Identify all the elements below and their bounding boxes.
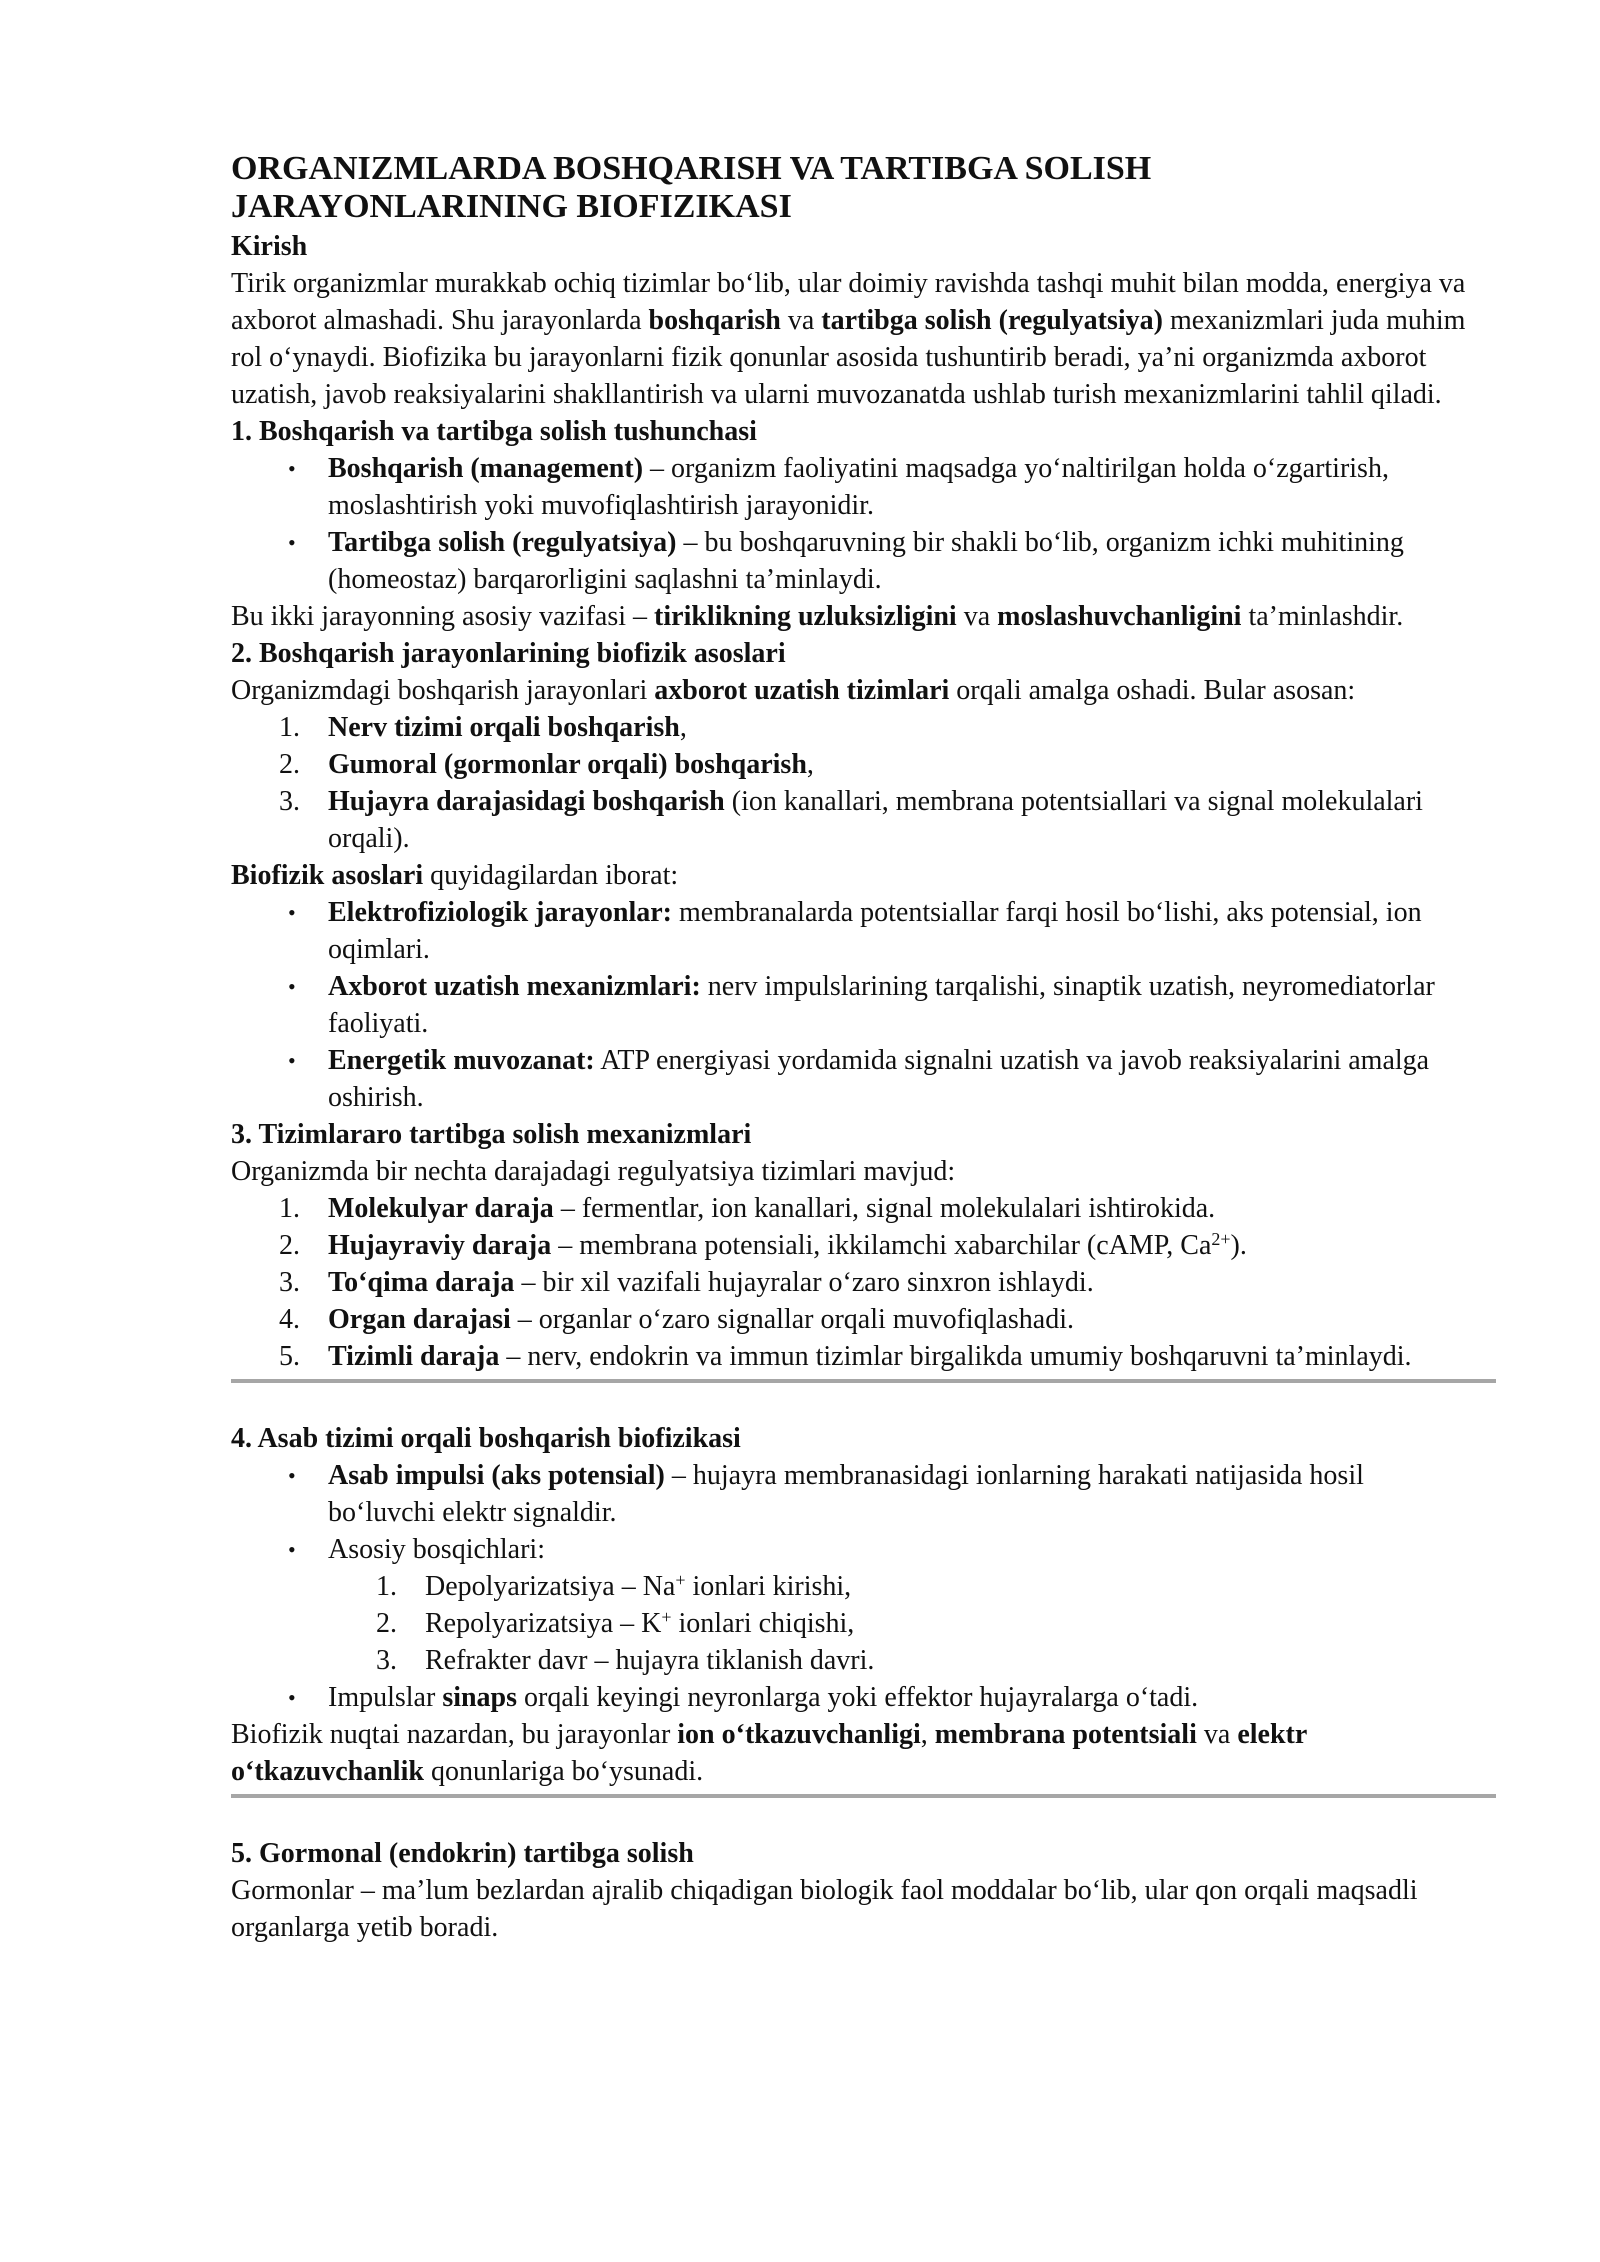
list-item: • Tartibga solish (regulyatsiya) – bu boshqaruvning bir shakli bo‘lib, organizm ichki muhitining (homeostaz) barqarorligini saqlashni ta’minlaydi. — [231, 524, 1470, 598]
section-1-summary: Bu ikki jarayonning asosiy vazifasi – tiriklikning uzluksizligini va moslashuvchanligini ta’minlashdir. — [231, 601, 1404, 632]
list-item: • Asosiy bosqichlari: — [231, 1531, 1470, 1568]
list-item: • Elektrofiziologik jarayonlar: membranalarda potentsiallar farqi hosil bo‘lishi, aks potensial, ion oqimlari. — [231, 894, 1470, 968]
section-4-heading: 4. Asab tizimi orqali boshqarish biofizikasi — [231, 1423, 741, 1454]
list-item: 1. Nerv tizimi orqali boshqarish, — [279, 712, 687, 743]
section-4-steps-list — [231, 1568, 1470, 1679]
section-5-paragraph: Gormonlar – ma’lum bezlardan ajralib chiqadigan biologik faol moddalar bo‘lib, ular qon orqali maqsadli organlarga yetib boradi. — [231, 1875, 1418, 1943]
bullet-icon: • — [288, 530, 296, 555]
section-5-heading: 5. Gormonal (endokrin) tartibga solish — [231, 1838, 694, 1869]
section-3-numbered-list — [231, 1190, 1470, 1375]
section-2-intro: Organizmdagi boshqarish jarayonlari axborot uzatish tizimlari orqali amalga oshadi. Bular asosan: — [231, 675, 1356, 706]
list-item: 2. Repolyarizatsiya – K+ ionlari chiqishi, — [376, 1607, 855, 1639]
list-item: 5. Tizimli daraja – nerv, endokrin va immun tizimlar birgalikda umumiy boshqaruvni ta’minlaydi. — [279, 1341, 1412, 1372]
section-2-biofizik-intro: Biofizik asoslari quyidagilardan iborat: — [231, 860, 679, 891]
list-item: 4. Organ darajasi – organlar o‘zaro signallar orqali muvofiqlashadi. — [279, 1304, 1074, 1335]
section-3-intro: Organizmda bir nechta darajadagi regulyatsiya tizimlari mavjud: — [231, 1156, 956, 1187]
list-item: 2. Gumoral (gormonlar orqali) boshqarish, — [279, 749, 814, 780]
list-item: • Energetik muvozanat: ATP energiyasi yordamida signalni uzatish va javob reaksiyalarini amalga oshirish. — [231, 1042, 1470, 1116]
document-title: ORGANIZMLARDA BOSHQARISH VA TARTIBGA SOLISH JARAYONLARINING BIOFIZIKASI — [231, 150, 1152, 225]
section-2-numbered-list — [231, 709, 1470, 857]
section-2-bullet-list — [231, 894, 1470, 1116]
section-1-heading: 1. Boshqarish va tartibga solish tushunchasi — [231, 416, 757, 447]
list-item: • Impulslar sinaps orqali keyingi neyronlarga yoki effektor hujayralarga o‘tadi. — [231, 1679, 1470, 1716]
bullet-icon: • — [288, 1537, 296, 1562]
bullet-icon: • — [288, 900, 296, 925]
list-item: • Boshqarish (management) – organizm faoliyatini maqsadga yo‘naltirilgan holda o‘zgartirish, moslashtirish yoki muvofiqlashtirish jarayonidir. — [231, 450, 1470, 524]
list-item: 1. Molekulyar daraja – fermentlar, ion kanallari, signal molekulalari ishtirokida. — [279, 1193, 1216, 1224]
section-1-list — [231, 450, 1470, 598]
list-item: • Asab impulsi (aks potensial) – hujayra membranasidagi ionlarning harakati natijasida hosil bo‘luvchi elektr signaldir. — [231, 1457, 1470, 1531]
intro-paragraph: Tirik organizmlar murakkab ochiq tizimlar bo‘lib, ular doimiy ravishda tashqi muhit bilan modda, energiya va axborot almashadi. Shu jarayonlarda boshqarish va tartibga solish (regulyatsiya) mexanizmlari juda muhim rol o‘ynaydi. Biofizika bu jarayonlarni fizik qonunlar asosida tushuntirib beradi, ya’ni organizmda axborot uzatish, javob reaksiyalarini shakllantirish va ularni muvozanatda ushlab turish mexanizmlarini tahlil qiladi. — [231, 268, 1466, 410]
list-item: 3. Refrakter davr – hujayra tiklanish davri. — [376, 1645, 875, 1676]
list-item: 2. Hujayraviy daraja – membrana potensiali, ikkilamchi xabarchilar (cAMP, $Ca^{2+}$). — [279, 1229, 1247, 1261]
list-item: • Axborot uzatish mexanizmlari: nerv impulslarining tarqalishi, sinaptik uzatish, neyromediatorlar faoliyati. — [231, 968, 1470, 1042]
section-4-paragraph: Biofizik nuqtai nazardan, bu jarayonlar ion o‘tkazuvchanligi, membrana potentsiali va elektr o‘tkazuvchanlik qonunlariga bo‘ysunadi. — [231, 1719, 1307, 1787]
section-2-heading: 2. Boshqarish jarayonlarining biofizik asoslari — [231, 638, 786, 669]
bullet-icon: • — [288, 1463, 296, 1488]
section-4-bullet-list — [231, 1457, 1470, 1568]
list-item: 1. Depolyarizatsiya – Na+ ionlari kirishi, — [376, 1570, 852, 1602]
bullet-icon: • — [288, 974, 296, 999]
intro-heading: Kirish — [231, 231, 308, 262]
bullet-icon: • — [288, 1685, 296, 1710]
section-3-heading: 3. Tizimlararo tartibga solish mexanizmlari — [231, 1119, 752, 1150]
bullet-icon: • — [288, 456, 296, 481]
section-4-bullet-list-2 — [231, 1679, 1470, 1716]
bullet-icon: • — [288, 1048, 296, 1073]
list-item: 3. To‘qima daraja – bir xil vazifali hujayralar o‘zaro sinxron ishlaydi. — [279, 1267, 1094, 1298]
list-item: 3. Hujayra darajasidagi boshqarish (ion kanallari, membrana potentsiallari va signal molekulalari orqali). — [279, 786, 1423, 854]
